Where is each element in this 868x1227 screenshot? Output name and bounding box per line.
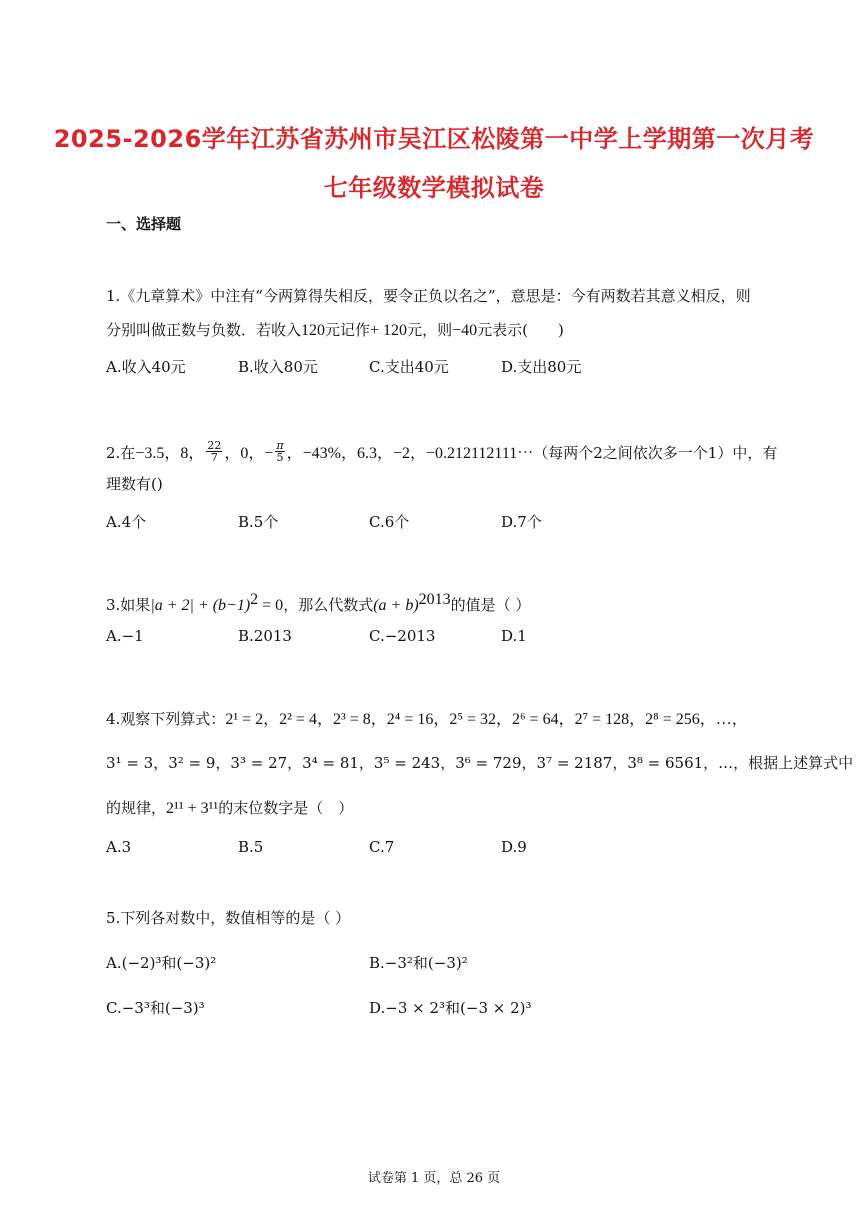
- q5-option-b[interactable]: B.−3²和(−3)²: [369, 954, 468, 972]
- exam-title-line-2: 七年级数学模拟试卷: [323, 174, 545, 202]
- question-4-line-2: 3¹ = 3，3² = 9，3³ = 27，3⁴ = 81，3⁵ = 243，3⁶ = 729，3⁷ = 2187，3⁸ = 6561，…，根据上述算式中: [106, 754, 854, 772]
- q1-option-a[interactable]: A.收入40元: [106, 358, 186, 376]
- question-1-line-2: 分别叫做正数与负数．若收入120元记作+ 120元，则−40元表示( ): [106, 321, 564, 339]
- fraction-22-7: $\frac{22}{7}$: [207, 438, 222, 464]
- question-5-line-1: 5.下列各对数中，数值相等的是（ ）: [106, 909, 351, 927]
- q5-option-d[interactable]: D.−3 × 2³和(−3 × 2)³: [369, 999, 532, 1017]
- q1-option-b[interactable]: B.收入80元: [238, 358, 318, 376]
- question-4-line-1: 4.观察下列算式：2¹ = 2，2² = 4，2³ = 8，2⁴ = 16，2⁵ = 32，2⁶ = 64，2⁷ = 128，2⁸ = 256，…，: [106, 710, 748, 728]
- q3-option-b[interactable]: B.2013: [238, 627, 292, 645]
- q2-option-b[interactable]: B.5个: [238, 513, 279, 531]
- q4-option-d[interactable]: D.9: [501, 838, 527, 856]
- q2-option-a[interactable]: A.4个: [106, 513, 147, 531]
- exam-title-line-1: 2025-2026学年江苏省苏州市吴江区松陵第一中学上学期第一次月考: [53, 125, 815, 153]
- q2-option-d[interactable]: D.7个: [501, 513, 542, 531]
- q5-option-c[interactable]: C.−3³和(−3)³: [106, 999, 205, 1017]
- question-2-line-2: 理数有(): [106, 475, 163, 493]
- page-footer: 试卷第 1 页，总 26 页: [367, 1171, 501, 1186]
- q5-option-a[interactable]: A.(−2)³和(−3)²: [106, 954, 217, 972]
- q3-option-a[interactable]: A.−1: [106, 627, 144, 645]
- q4-option-b[interactable]: B.5: [238, 838, 264, 856]
- section-heading: 一、选择题: [106, 215, 182, 233]
- q1-option-d[interactable]: D.支出80元: [501, 358, 582, 376]
- fraction-pi-5: $\frac{\pi}{5}$: [276, 438, 284, 464]
- question-1-line-1: 1.《九章算术》中注有“今两算得失相反，要令正负以名之”，意思是：今有两数若其意义相反，则: [106, 287, 751, 305]
- q1-option-c[interactable]: C.支出40元: [369, 358, 449, 376]
- q3-option-d[interactable]: D.1: [501, 627, 527, 645]
- question-3-line-1: 3.如果$|a + 2| + (b-1)^2 = 0$，那么代数式$(a + b)^{2013}$的值是（ ）: [106, 591, 531, 614]
- q3-option-c[interactable]: C.−2013: [369, 627, 436, 645]
- q4-option-a[interactable]: A.3: [106, 838, 132, 856]
- q4-option-c[interactable]: C.7: [369, 838, 395, 856]
- question-2-line-1: 2.在−3.5，8， $\frac{22}{7}$ ，0，− $\frac{\pi}{5}$ ，−43%，6.3，−2，−0.212112111⋯（每两个2之间依次多一个1）中，有: [106, 438, 778, 464]
- q2-option-c[interactable]: C.6个: [369, 513, 410, 531]
- question-4-line-3: 的规律，2¹¹ + 3¹¹的末位数字是（ ）: [106, 799, 354, 817]
